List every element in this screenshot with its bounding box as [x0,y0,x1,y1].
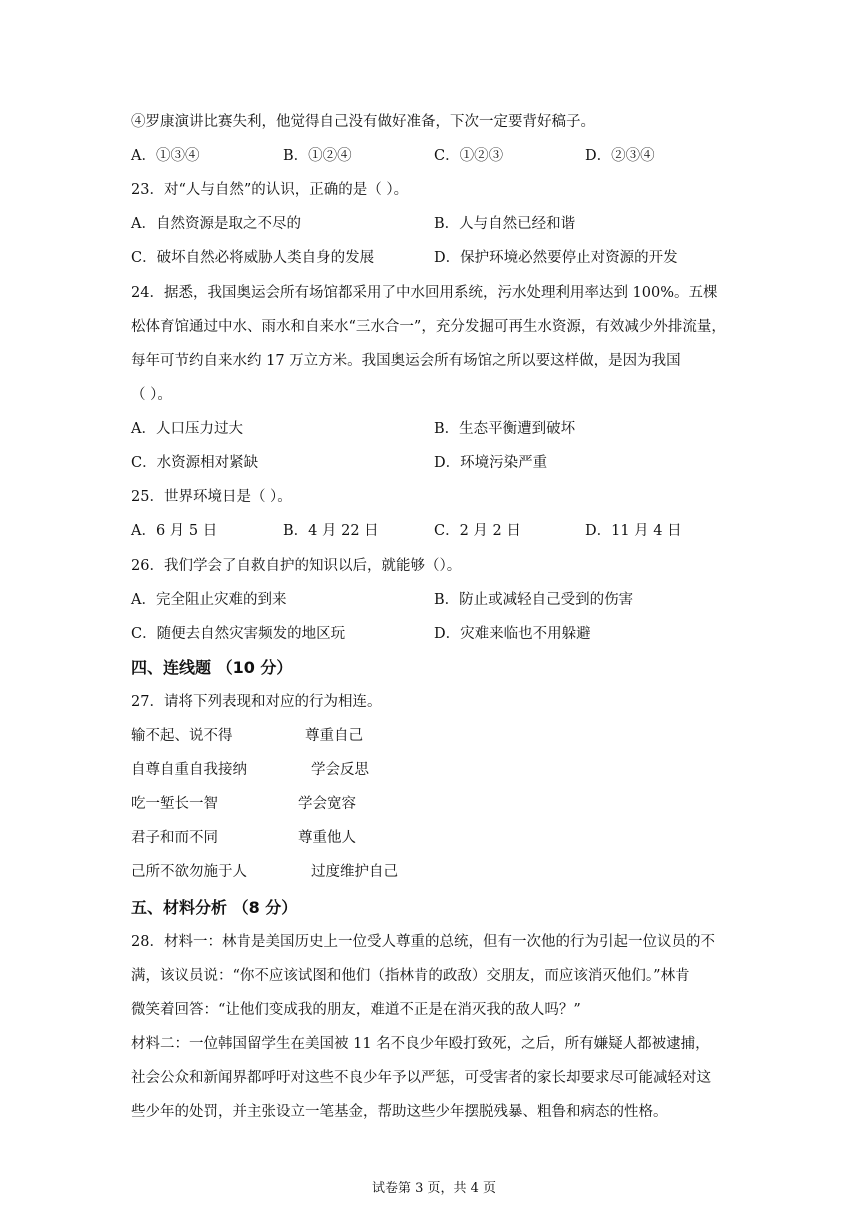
q27-left-5: 己所不欲勿施于人 [131,864,247,880]
q22-option-d: D．②③④ [585,148,655,164]
q28-material-1-line-2: 满，该议员说：“你不应该试图和他们（指林肯的政敌）交朋友，而应该消灭他们。”林肯 [131,968,690,984]
q25-option-b: B．4 月 22 日 [283,523,379,539]
section-4-title: 四、连线题 （10 分） [131,658,293,677]
q24-line-2: 松体育馆通过中水、雨水和自来水“三水合一”，充分发掘可再生水资源，有效减少外排流量， [131,319,726,335]
q26-stem: 26．我们学会了自救自护的知识以后，就能够（）。 [131,558,462,574]
q28-material-1-line-3: 微笑着回答：“让他们变成我的朋友，难道不正是在消灭我的敌人吗？” [131,1002,581,1018]
q28-material-2-line-2: 社会公众和新闻界都呼吁对这些不良少年予以严惩，可受害者的家长却要求尽可能减轻对这 [131,1070,711,1086]
q27-right-3: 学会宽容 [298,796,356,812]
q24-line-3: 每年可节约自来水约 17 万立方米。我国奥运会所有场馆之所以要这样做，是因为我国 [131,353,681,369]
q25-option-d: D．11 月 4 日 [585,523,682,539]
q23-option-b: B．人与自然已经和谐 [434,216,576,232]
q27-left-3: 吃一堑长一智 [131,796,218,812]
q24-option-d: D．环境污染严重 [434,455,548,471]
q27-stem: 27．请将下列表现和对应的行为相连。 [131,694,382,710]
q28-material-2-line-1: 材料二：一位韩国留学生在美国被 11 名不良少年殴打致死，之后，所有嫌疑人都被逮捕， [131,1036,710,1052]
q23-option-d: D．保护环境必然要停止对资源的开发 [434,250,678,266]
q24-line-1: 24．据悉，我国奥运会所有场馆都采用了中水回用系统，污水处理利用率达到 100%。五棵 [131,285,718,301]
q25-option-a: A．6 月 5 日 [131,523,218,539]
q27-right-1: 尊重自己 [305,728,363,744]
q24-option-c: C．水资源相对紧缺 [131,455,259,471]
q27-right-4: 尊重他人 [298,830,356,846]
q22-option-b: B．①②④ [283,148,352,164]
q26-option-a: A．完全阻止灾难的到来 [131,592,287,608]
q28-material-1-line-1: 28．材料一：林肯是美国历史上一位受人尊重的总统，但有一次他的行为引起一位议员的不 [131,934,715,950]
q27-left-4: 君子和而不同 [131,830,218,846]
q23-option-a: A．自然资源是取之不尽的 [131,216,301,232]
q25-option-c: C．2 月 2 日 [434,523,521,539]
q22-option-a: A．①③④ [131,148,200,164]
q23-stem: 23．对“人与自然”的认识，正确的是（ ）。 [131,182,409,198]
q25-stem: 25．世界环境日是（ ）。 [131,489,292,505]
q27-left-2: 自尊自重自我接纳 [131,762,247,778]
page-footer: 试卷第 3 页，共 4 页 [371,1181,497,1196]
q26-option-c: C．随便去自然灾害频发的地区玩 [131,626,346,642]
q23-option-c: C．破坏自然必将威胁人类自身的发展 [131,250,375,266]
q27-right-2: 学会反思 [311,762,369,778]
q26-option-b: B．防止或减轻自己受到的伤害 [434,592,634,608]
q22-statement-4: ④罗康演讲比赛失利，他觉得自己没有做好准备，下次一定要背好稿子。 [131,114,595,130]
q24-option-b: B．生态平衡遭到破坏 [434,421,576,437]
q27-left-1: 输不起、说不得 [131,728,233,744]
q24-option-a: A．人口压力过大 [131,421,243,437]
q27-right-5: 过度维护自己 [311,864,398,880]
q22-option-c: C．①②③ [434,148,504,164]
q24-line-4: （ ）。 [131,387,172,403]
q26-option-d: D．灾难来临也不用躲避 [434,626,591,642]
q28-material-2-line-3: 些少年的处罚，并主张设立一笔基金，帮助这些少年摆脱残暴、粗鲁和病态的性格。 [131,1104,668,1120]
section-5-title: 五、材料分析 （8 分） [131,898,298,917]
